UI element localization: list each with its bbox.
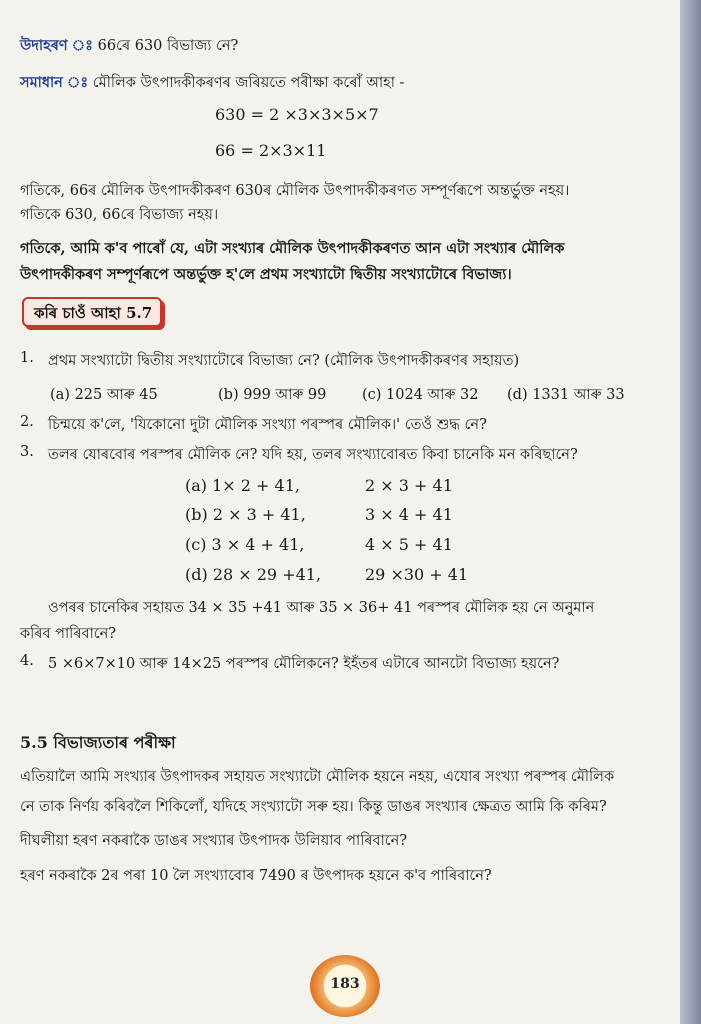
question-3-text: তলৰ যোৰবোৰ পৰস্পৰ মৌলিক নে? যদি হয়, তলৰ সংখ্যাবোৰত কিবা চানেকি মন কৰিছানে?	[48, 447, 578, 463]
section-line-1: এতিয়ালৈ আমি সংখ্যাৰ উৎপাদকৰ সহায়ত সংখ্যাটো মৌলিক হয়নে নহয়, এযোৰ সংখ্যা পৰস্পৰ মৌলিক	[20, 769, 615, 785]
section-heading: 5.5 বিভাজ্যতাৰ পৰীক্ষা	[20, 733, 176, 752]
question-3-pair-c-right: 4 × 5 + 41	[365, 535, 453, 554]
page-number: 183	[330, 976, 360, 992]
question-2-text: চিন্ময়ে ক'লে, 'যিকোনো দুটা মৌলিক সংখ্যা পৰস্পৰ মৌলিক।' তেওঁ শুদ্ধ নে?	[48, 417, 487, 433]
example-label: উদাহৰণ ঃ	[20, 37, 93, 54]
question-3-pair-d-left: (d) 28 × 29 +41,	[185, 565, 322, 584]
question-1-number: 1.	[20, 350, 34, 366]
solution-label: সমাধান ঃ	[20, 74, 89, 91]
equation-66: 66 = 2×3×11	[215, 141, 327, 160]
solution-line	[20, 72, 404, 96]
question-3-followup-line1: ওপৰৰ চানেকিৰ সহায়ত 34 × 35 +41 আৰু 35 × 36+ 41 পৰস্পৰ মৌলিক হয় নে অনুমান	[48, 600, 595, 616]
page-edge-shadow	[680, 0, 701, 1024]
example-line	[20, 35, 238, 59]
question-3-pair-c-left: (c) 3 × 4 + 41,	[185, 535, 305, 554]
question-3-followup-line2: কৰিব পাৰিবানে?	[20, 626, 117, 642]
question-1-option-b: (b) 999 আৰু 99	[218, 387, 327, 403]
question-3-pair-b-right: 3 × 4 + 41	[365, 505, 453, 524]
question-3-pair-a-left: (a) 1× 2 + 41,	[185, 476, 300, 495]
question-3-number: 3.	[20, 444, 34, 460]
question-1-option-d: (d) 1331 আৰু 33	[507, 387, 625, 403]
solution-para1-line1: গতিকে, 66ৰ মৌলিক উৎপাদকীকৰণ 630ৰ মৌলিক উৎপাদকীকৰণত সম্পূৰ্ণৰূপে অন্তৰ্ভুক্ত নহয়।	[20, 183, 570, 199]
solution-para2-line1: গতিকে, আমি ক'ব পাৰোঁ যে, এটা সংখ্যাৰ মৌলিক উৎপাদকীকৰণত আন এটা সংখ্যাৰ মৌলিক	[20, 240, 565, 257]
question-1-option-c: (c) 1024 আৰু 32	[362, 387, 479, 403]
solution-para1-line2: গতিকে 630, 66ৰে বিভাজ্য নহয়।	[20, 207, 219, 223]
question-3-pair-d-right: 29 ×30 + 41	[365, 565, 469, 584]
question-4-text: 5 ×6×7×10 আৰু 14×25 পৰস্পৰ মৌলিকনে? ইহঁতৰ এটাৰে আনটো বিভাজ্য হয়নে?	[48, 656, 560, 672]
page-number-badge	[310, 955, 380, 1017]
try-these-label: কৰি চাওঁ আহা 5.7	[34, 304, 153, 322]
question-2-number: 2.	[20, 414, 34, 430]
section-line-2: নে তাক নিৰ্ণয় কৰিবলৈ শিকিলোঁ, যদিহে সংখ্যাটো সৰু হয়। কিন্তু ডাঙৰ সংখ্যাৰ ক্ষেত্ৰত আমি কি কৰিম?	[20, 799, 607, 815]
section-line-3: দীঘলীয়া হৰণ নকৰাকৈ ডাঙৰ সংখ্যাৰ উৎপাদক উলিয়াব পাৰিবানে?	[20, 833, 408, 849]
solution-para2-line2: উৎপাদকীকৰণ সম্পূৰ্ণৰূপে অন্তৰ্ভুক্ত হ'লে প্ৰথম সংখ্যাটো দ্বিতীয় সংখ্যাটোৰে বিভাজ্য।	[20, 266, 512, 283]
question-1-option-a: (a) 225 আৰু 45	[50, 387, 158, 403]
solution-text: মৌলিক উৎপাদকীকৰণৰ জৰিয়তে পৰীক্ষা কৰোঁ আহা -	[92, 75, 405, 91]
question-3-pair-a-right: 2 × 3 + 41	[365, 476, 453, 495]
try-these-box	[22, 297, 162, 327]
section-line-4: হৰণ নকৰাকৈ 2ৰ পৰা 10 লৈ সংখ্যাবোৰ 7490 ৰ উৎপাদক হয়নে ক'ব পাৰিবানে?	[20, 868, 492, 884]
question-3-pair-b-left: (b) 2 × 3 + 41,	[185, 505, 306, 524]
equation-630: 630 = 2 ×3×3×5×7	[215, 105, 379, 124]
example-text: 66ৰে 630 বিভাজ্য নে?	[97, 38, 239, 54]
question-4-number: 4.	[20, 653, 34, 669]
question-1-text: প্ৰথম সংখ্যাটো দ্বিতীয় সংখ্যাটোৰে বিভাজ্য নে? (মৌলিক উৎপাদকীকৰণৰ সহায়ত)	[48, 353, 520, 369]
